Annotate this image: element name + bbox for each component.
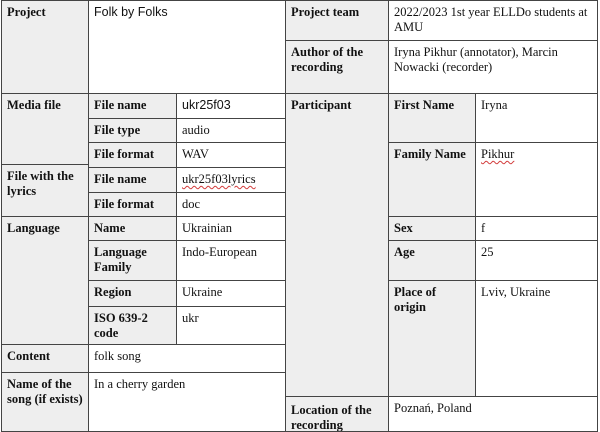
region-label: Region [88, 280, 177, 307]
project-value: Folk by Folks [88, 0, 286, 94]
first-name-value: Iryna [475, 93, 598, 143]
project-label: Project [1, 0, 89, 94]
project-team-label: Project team [285, 0, 389, 41]
iso-code-label: ISO 639-2 code [88, 306, 177, 345]
language-family-value: Indo-European [176, 240, 286, 281]
content-value: folk song [88, 344, 286, 373]
media-file-format-label: File format [88, 142, 177, 168]
lyrics-file-name-value [176, 167, 286, 193]
first-name-label: First Name [388, 93, 476, 143]
lyrics-file-name-text: ukr25f03lyrics [182, 172, 256, 186]
project-team-value: 2022/2023 1st year ELLDo students at AMU [388, 0, 598, 41]
author-value: Iryna Pikhur (annotator), Marcin Nowacki (recorder) [388, 40, 598, 94]
sex-value: f [475, 216, 598, 241]
location-label: Location of the recording [285, 396, 389, 432]
file-with-lyrics-label: File with the lyrics [1, 164, 89, 217]
lyrics-file-format-label: File format [88, 192, 177, 217]
age-value: 25 [475, 240, 598, 281]
media-file-name-value: ukr25f03 [176, 93, 286, 119]
song-name-label: Name of the song (if exists) [1, 372, 89, 432]
iso-code-value: ukr [176, 306, 286, 345]
lyrics-file-format-value: doc [176, 192, 286, 217]
family-name-value [475, 142, 598, 217]
place-of-origin-value: Lviv, Ukraine [475, 280, 598, 397]
age-label: Age [388, 240, 476, 281]
metadata-table [1, 0, 598, 432]
language-name-value: Ukrainian [176, 216, 286, 241]
lyrics-file-name-label: File name [88, 167, 177, 193]
language-label: Language [1, 216, 89, 345]
media-file-format-value: WAV [176, 142, 286, 168]
content-label: Content [1, 344, 89, 373]
sex-label: Sex [388, 216, 476, 241]
media-file-name-label: File name [88, 93, 177, 119]
family-name-label: Family Name [388, 142, 476, 217]
media-file-type-label: File type [88, 118, 177, 143]
language-family-label: Language Family [88, 240, 177, 281]
language-name-label: Name [88, 216, 177, 241]
author-label: Author of the recording [285, 40, 389, 94]
media-file-label: Media file [1, 93, 89, 165]
participant-label: Participant [285, 93, 389, 397]
song-name-value: In a cherry garden [88, 372, 286, 432]
location-value: Poznań, Poland [388, 396, 598, 432]
media-file-type-value: audio [176, 118, 286, 143]
place-of-origin-label: Place of origin [388, 280, 476, 397]
family-name-text: Pikhur [481, 147, 515, 161]
region-value: Ukraine [176, 280, 286, 307]
